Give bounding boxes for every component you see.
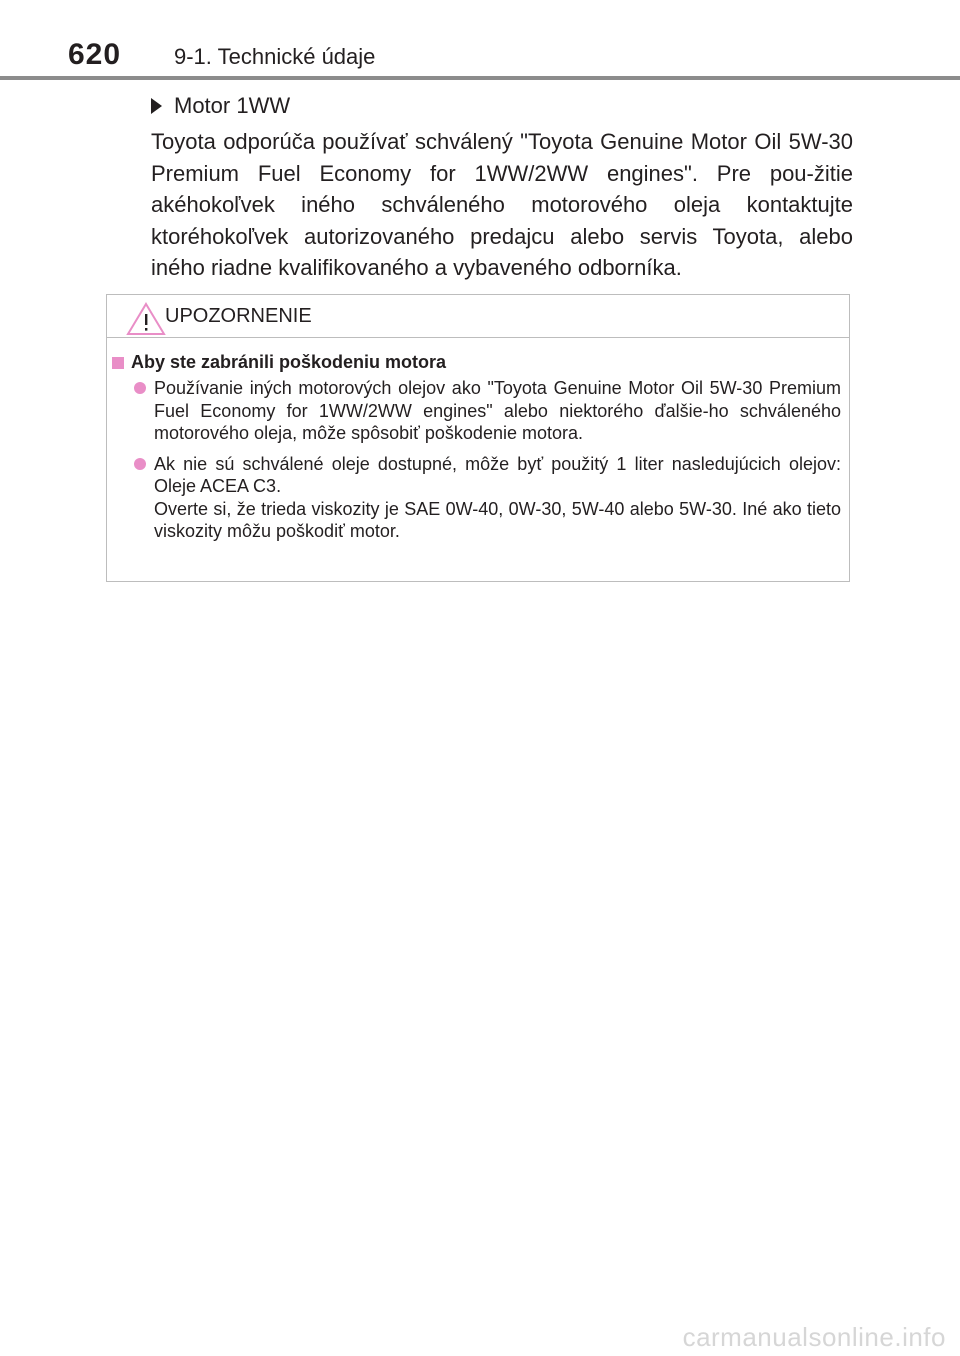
engine-heading-label: Motor 1WW [174, 93, 291, 118]
warning-header [107, 295, 849, 338]
circle-bullet-icon [134, 382, 146, 394]
warning-item-line: Overte si, že trieda viskozity je SAE 0W-40, 0W-30, 5W-40 alebo 5W-30. Iné ako tieto viskozity môžu poškodiť motor. [154, 498, 841, 541]
square-bullet-icon [112, 357, 124, 369]
warning-heading [112, 352, 841, 373]
triangle-bullet-icon [151, 98, 162, 114]
section-title: 9-1. Technické údaje [174, 44, 376, 69]
header-divider [0, 76, 960, 80]
oil-recommendation-paragraph: Toyota odporúča používať schválený "Toyota Genuine Motor Oil 5W-30 Premium Fuel Economy for 1WW/2WW engines". Pre pou-žitie akéhokoľvek iného schváleného motorového oleja kontaktujte ktoréhokoľvek autorizovaného predajcu alebo servis Toyota, alebo iného riadne kvalifikovaného a vybaveného odborníka. [151, 129, 853, 280]
warning-heading-text: Aby ste zabránili poškodeniu motora [131, 352, 447, 372]
warning-item [112, 377, 841, 445]
warning-box [106, 294, 850, 582]
warning-label: UPOZORNENIE [165, 305, 312, 327]
engine-heading [151, 93, 290, 119]
warning-item-text [154, 453, 841, 543]
warning-item-line: Ak nie sú schválené oleje dostupné, môže byť použitý 1 liter nasledujúcich olejov: Oleje ACEA C3. [154, 453, 841, 496]
warning-triangle-icon [125, 301, 167, 337]
watermark: carmanualsonline.info [682, 1322, 946, 1352]
circle-bullet-icon [134, 458, 146, 470]
warning-item-text: Používanie iných motorových olejov ako "Toyota Genuine Motor Oil 5W-30 Premium Fuel Economy for 1WW/2WW engines" alebo niektorého ďalšie-ho schváleného motorového oleja, môže spôsobiť poškodenie motora. [154, 378, 841, 443]
warning-body [107, 338, 849, 543]
warning-item [112, 453, 841, 543]
page-number: 620 [68, 38, 122, 71]
